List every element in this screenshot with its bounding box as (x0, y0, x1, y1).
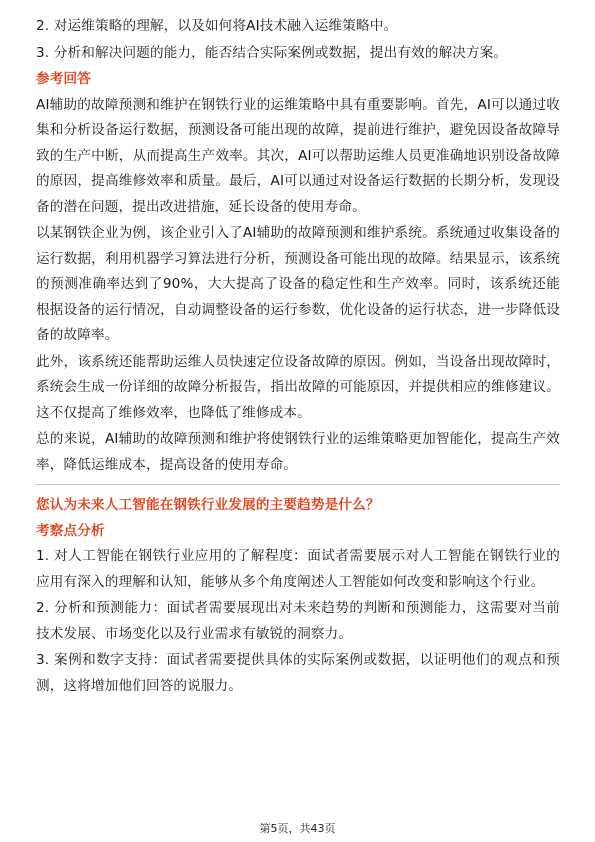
page-number: 第5页，共43页 (259, 822, 336, 835)
reference-paragraph: 此外，该系统还能帮助运维人员快速定位设备故障的原因。例如，当设备出现故障时，系统会生成一份详细的故障分析报告，指出故障的可能原因，并提供相应的维修建议。这不仅提高了维修效率，也降低了维修成本。 (36, 353, 560, 421)
reference-paragraph: 总的来说，AI辅助的故障预测和维护将使钢铁行业的运维策略更加智能化，提高生产效率，降低运维成本，提高设备的使用寿命。 (36, 431, 560, 473)
reference-paragraph: 以某钢铁企业为例，该企业引入了AI辅助的故障预测和维护系统。系统通过收集设备的运行数据，利用机器学习算法进行分析，预测设备可能出现的故障。结果显示，该系统的预测准确率达到了90%，大大提高了设备的稳定性和生产效率。同时，该系统还能根据设备的运行情况，自动调整设备的运行参数，优化设备的运行状态，进一步降低设备的故障率。 (36, 225, 560, 343)
analysis-point: 2. 分析和预测能力：面试者需要展现出对未来趋势的判断和预测能力，这需要对当前技术发展、市场变化以及行业需求有敏锐的洞察力。 (36, 600, 560, 642)
intro-point: 3. 分析和解决问题的能力，能否结合实际案例或数据，提出有效的解决方案。 (36, 44, 508, 61)
document-page (36, 14, 560, 700)
reference-paragraph: AI辅助的故障预测和维护在钢铁行业的运维策略中具有重要影响。首先，AI可以通过收集和分析设备运行数据，预测设备可能出现的故障，提前进行维护，避免因设备故障导致的生产中断，从而提高生产效率。其次，AI可以帮助运维人员更准确地识别设备故障的原因，提高维修效率和质量。最后，AI可以通过对设备运行数据的长期分析，发现设备的潜在问题，提出改进措施，延长设备的使用寿命。 (36, 96, 560, 215)
question-title: 您认为未来人工智能在钢铁行业发展的主要趋势是什么？ (36, 497, 380, 513)
analysis-point: 3. 案例和数字支持：面试者需要提供具体的实际案例或数据，以证明他们的观点和预测，这将增加他们回答的说服力。 (36, 652, 560, 694)
reference-heading: 参考回答 (36, 71, 91, 87)
analysis-point: 1. 对人工智能在钢铁行业应用的了解程度：面试者需要展示对人工智能在钢铁行业的应用有深入的理解和认知，能够从多个角度阐述人工智能如何改变和影响这个行业。 (36, 548, 560, 590)
intro-point: 2. 对运维策略的理解，以及如何将AI技术融入运维策略中。 (36, 18, 398, 34)
section-divider (36, 484, 560, 485)
analysis-heading: 考察点分析 (36, 522, 105, 539)
